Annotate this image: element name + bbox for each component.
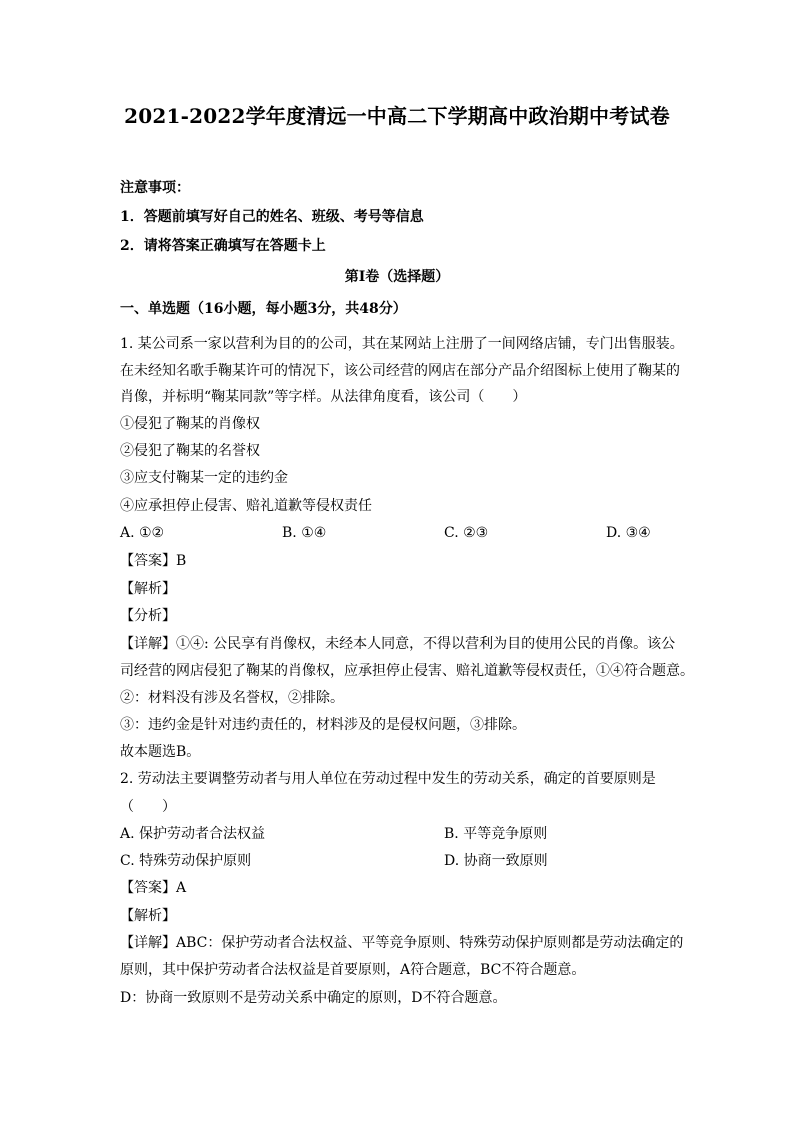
part-heading: 一、单选题（16小题，每小题3分，共48分） xyxy=(120,301,407,317)
q2-answer: 【答案】A xyxy=(120,880,187,896)
q1-answer: 【答案】B xyxy=(120,553,187,569)
volume-heading: 第I卷（选择题） xyxy=(344,269,450,285)
q1-detail-line-4: ③：违约金是针对违约责任的，材料涉及的是侵权问题，③排除。 xyxy=(120,717,526,733)
q1-detail-line-2: 司经营的网店侵犯了鞠某的肖像权，应承担停止侵害、赔礼道歉等侵权责任，①④符合题意。 xyxy=(120,663,694,679)
q1-option-b: B. ①④ xyxy=(282,525,327,541)
q2-option-b: B. 平等竞争原则 xyxy=(444,826,548,842)
q2-analysis-label: 【解析】 xyxy=(120,908,176,924)
q2-option-c: C. 特殊劳动保护原则 xyxy=(120,853,252,869)
q1-stem-line-3: 肖像，并标明“鞠某同款”等字样。从法律角度看，该公司（ ） xyxy=(120,389,527,405)
q1-statement-2: ②侵犯了鞠某的名誉权 xyxy=(120,443,260,459)
q2-detail-line-2: 原则，其中保护劳动者合法权益是首要原则，A符合题意，BC不符合题意。 xyxy=(120,962,586,978)
q1-statement-4: ④应承担停止侵害、赔礼道歉等侵权责任 xyxy=(120,498,372,514)
q2-stem-line-1: 2. 劳动法主要调整劳动者与用人单位在劳动过程中发生的劳动关系，确定的首要原则是 xyxy=(120,771,656,787)
q1-option-a: A. ①② xyxy=(120,525,165,541)
q1-fenxi-label: 【分析】 xyxy=(120,608,176,624)
q1-stem-line-1: 1. 某公司系一家以营利为目的的公司，其在某网站上注册了一间网络店铺，专门出售服装。 xyxy=(120,336,684,352)
notice-heading: 注意事项： xyxy=(120,180,190,196)
q2-detail-line-1: 【详解】ABC：保护劳动者合法权益、平等竞争原则、特殊劳动保护原则都是劳动法确定的 xyxy=(120,935,684,951)
q2-stem-line-2: （ ） xyxy=(120,799,176,815)
notice-item-2: 2．请将答案正确填写在答题卡上 xyxy=(120,238,326,254)
q1-option-c: C. ②③ xyxy=(444,525,489,541)
q1-detail-line-5: 故本题选B。 xyxy=(120,744,201,760)
q1-option-d: D. ③④ xyxy=(606,525,651,541)
page-title: 2021-2022学年度清远一中高二下学期高中政治期中考试卷 xyxy=(124,104,670,128)
q1-detail-line-1: 【详解】①④: 公民享有肖像权，未经本人同意，不得以营利为目的使用公民的肖像。该公 xyxy=(120,636,676,652)
q2-option-d: D. 协商一致原则 xyxy=(444,853,548,869)
q1-stem-line-2: 在未经知名歌手鞠某许可的情况下，该公司经营的网店在部分产品介绍图标上使用了鞠某的 xyxy=(120,363,680,379)
notice-item-1: 1．答题前填写好自己的姓名、班级、考号等信息 xyxy=(120,209,424,225)
q1-detail-line-3: ②：材料没有涉及名誉权，②排除。 xyxy=(120,690,344,706)
q1-statement-3: ③应支付鞠某一定的违约金 xyxy=(120,470,288,486)
q1-analysis-label: 【解析】 xyxy=(120,581,176,597)
q1-statement-1: ①侵犯了鞠某的肖像权 xyxy=(120,416,260,432)
q2-option-a: A. 保护劳动者合法权益 xyxy=(120,826,266,842)
q2-detail-line-3: D：协商一致原则不是劳动关系中确定的原则，D不符合题意。 xyxy=(120,990,507,1006)
